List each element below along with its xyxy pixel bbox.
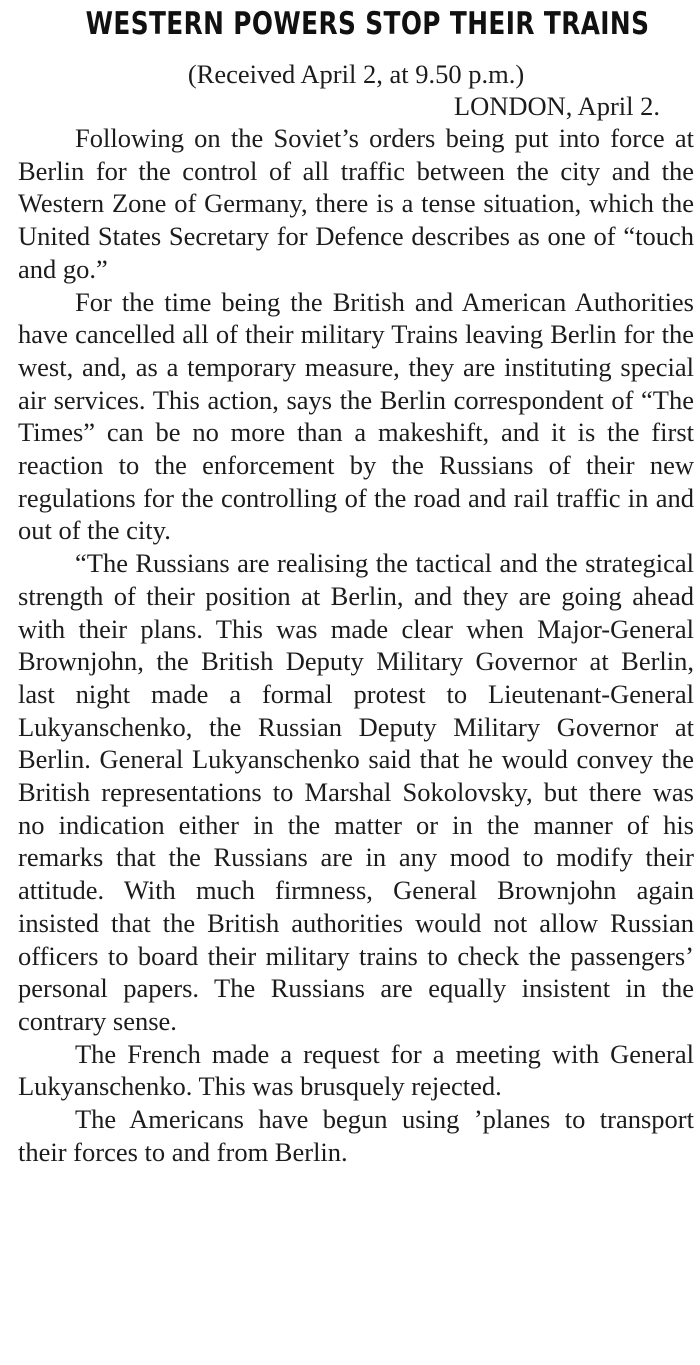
headline: WESTERN POWERS STOP THEIR TRAINS bbox=[85, 6, 650, 42]
news-article bbox=[18, 0, 694, 1169]
paragraph-2: For the time being the British and American Authorities have cancelled all of their military Trains leaving Berlin for the west, and, as a temporary measure, they are instituting special air services. This action, says the Berlin correspondent of “The Times” can be no more than a makeshift, and it is the first reaction to the enforcement by the Russians of their new regulations for the controlling of the road and rail traffic in and out of the city. bbox=[18, 286, 694, 546]
paragraph-3: “The Russians are realising the tactical and the strategical strength of their position at Berlin, and they are going ahead with their plans. This was made clear when Major-General Brownjohn, the British Deputy Military Governor at Berlin, last night made a formal protest to Lieutenant-General Lukyanschenko, the Russian Deputy Military Governor at Berlin. General Lukyanschenko said that he would convey the British representations to Marshal Sokolovsky, but there was no indication either in the matter or in the manner of his remarks that the Russians are in any mood to modify their attitude. With much firmness, General Brownjohn again insisted that the British authorities would not allow Russian officers to board their military trains to check the passengers’ personal papers. The Russians are equally insistent in the contrary sense. bbox=[18, 548, 694, 1036]
paragraph-5: The Americans have begun using ’planes to transport their forces to and from Berlin. bbox=[18, 1104, 694, 1167]
paragraph-1: Following on the Soviet’s orders being put into force at Berlin for the control of all traffic between the city and the Western Zone of Germany, there is a tense situation, which the United States Secretary for Defence describes as one of “touch and go.” bbox=[18, 123, 694, 284]
received-dateline: (Received April 2, at 9.50 p.m.) bbox=[187, 59, 525, 89]
place-dateline: LONDON, April 2. bbox=[453, 91, 660, 121]
paragraph-4: The French made a request for a meeting with General Lukyanschenko. This was brusquely rejected. bbox=[18, 1038, 694, 1102]
